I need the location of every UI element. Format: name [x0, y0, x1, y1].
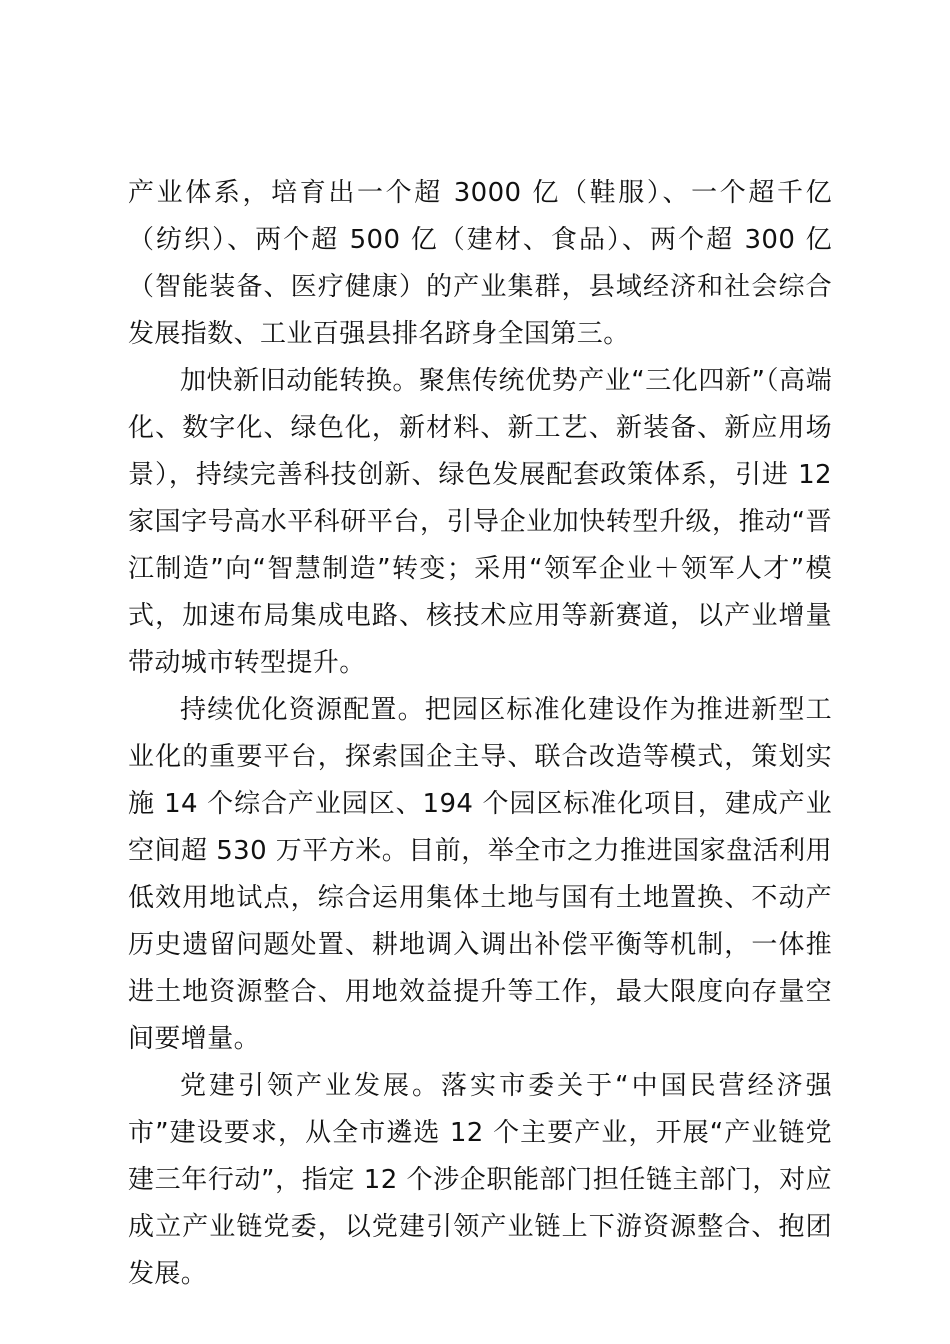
document-body [128, 170, 832, 1298]
paragraph-industry-system: 产业体系，培育出一个超 3000 亿（鞋服）、一个超千亿（纺织）、两个超 500 亿（建材、食品）、两个超 300 亿（智能装备、医疗健康）的产业集群，县域经济和社会综合发展指数、工业百强县排名跻身全国第三。 [128, 178, 832, 349]
paragraph-party-building: 党建引领产业发展。落实市委关于“中国民营经济强市”建设要求，从全市遴选 12 个主要产业，开展“产业链党建三年行动”，指定 12 个涉企职能部门担任链主部门，对应成立产业链党委，以党建引领产业链上下游资源整合、抱团发展。 [128, 1071, 832, 1289]
paragraph-energy-conversion: 加快新旧动能转换。聚焦传统优势产业“三化四新”（高端化、数字化、绿色化，新材料、新工艺、新装备、新应用场景），持续完善科技创新、绿色发展配套政策体系，引进 12 家国字号高水平科研平台，引导企业加快转型升级，推动“晋江制造”向“智慧制造”转变；采用“领军企业＋领军人才”模式，加速布局集成电路、核技术应用等新赛道，以产业增量带动城市转型提升。 [128, 366, 832, 678]
paragraph-resource-allocation: 持续优化资源配置。把园区标准化建设作为推进新型工业化的重要平台，探索国企主导、联合改造等模式，策划实施 14 个综合产业园区、194 个园区标准化项目，建成产业空间超 530 万平方米。目前，举全市之力推进国家盘活利用低效用地试点，综合运用集体土地与国有土地置换、不动产历史遗留问题处置、耕地调入调出补偿平衡等机制，一体推进土地资源整合、用地效益提升等工作，最大限度向存量空间要增量。 [128, 695, 832, 1054]
